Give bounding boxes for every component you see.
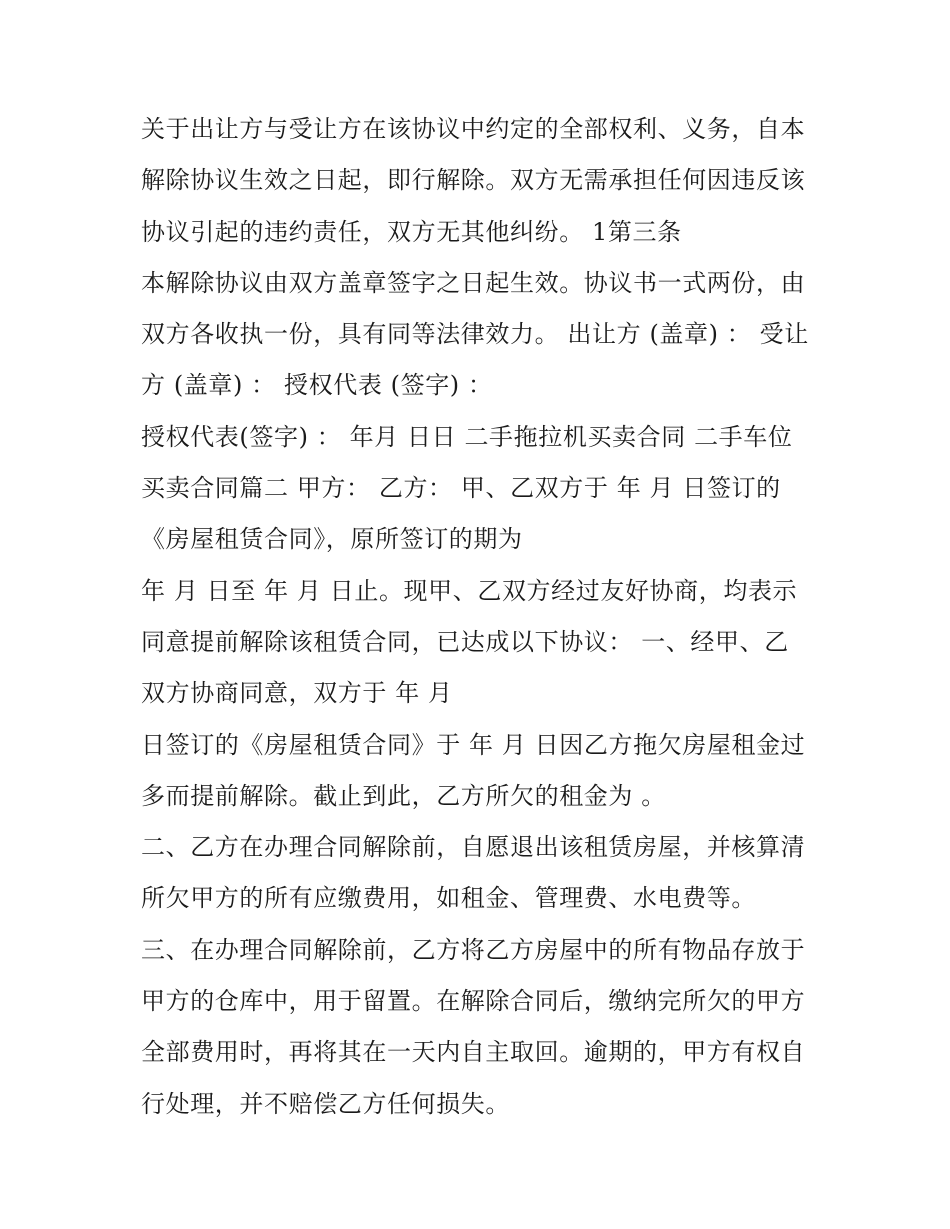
text-line: 协议引起的违约责任，双方无其他纠纷。 1第三条 <box>141 217 682 246</box>
text-line: 《房屋租赁合同》，原所签订的期为 <box>141 525 523 554</box>
text-line: 所欠甲方的所有应缴费用，如租金、管理费、水电费等。 <box>141 884 756 913</box>
text-line: 关于出让方与受让方在该协议中约定的全部权利、义务，自本 <box>141 115 806 143</box>
text-line: 全部费用时，再将其在一天内自主取回。逾期的，甲方有权自 <box>141 1038 806 1067</box>
text-line: 双方协商同意，双方于 年 月 <box>141 679 453 708</box>
document-body <box>141 104 821 1130</box>
text-line: 年 月 日至 年 月 日止。现甲、乙双方经过友好协商，均表示 <box>141 576 798 605</box>
text-line: 甲方的仓库中，用于留置。在解除合同后，缴纳完所欠的甲方 <box>141 987 806 1016</box>
text-line: 解除协议生效之日起，即行解除。双方无需承担任何因违反该 <box>141 166 806 195</box>
text-line: 三、在办理合同解除前，乙方将乙方房屋中的所有物品存放于 <box>141 935 806 964</box>
text-line: 方 (盖章) ： 授权代表 (签字) ： <box>141 371 493 400</box>
text-line: 日签订的《房屋租赁合同》于 年 月 日因乙方拖欠房屋租金过 <box>141 730 806 759</box>
text-line: 行处理，并不赔偿乙方任何损失。 <box>141 1089 510 1118</box>
text-line: 授权代表(签字) ： 年月 日日 二手拖拉机买卖合同 二手车位 <box>141 422 793 451</box>
text-line: 多而提前解除。截止到此，乙方所欠的租金为 。 <box>141 781 666 810</box>
text-line: 本解除协议由双方盖章签字之日起生效。协议书一式两份，由 <box>141 268 806 297</box>
text-line: 同意提前解除该租赁合同，已达成以下协议： 一、经甲、乙 <box>141 627 789 656</box>
text-line: 双方各收执一份，具有同等法律效力。 出让方 (盖章) ： 受让 <box>141 320 809 349</box>
text-line: 二、乙方在办理合同解除前，自愿退出该租赁房屋，并核算清 <box>141 833 806 862</box>
text-line: 买卖合同篇二 甲方： 乙方： 甲、乙双方于 年 月 日签订的 <box>141 474 781 503</box>
